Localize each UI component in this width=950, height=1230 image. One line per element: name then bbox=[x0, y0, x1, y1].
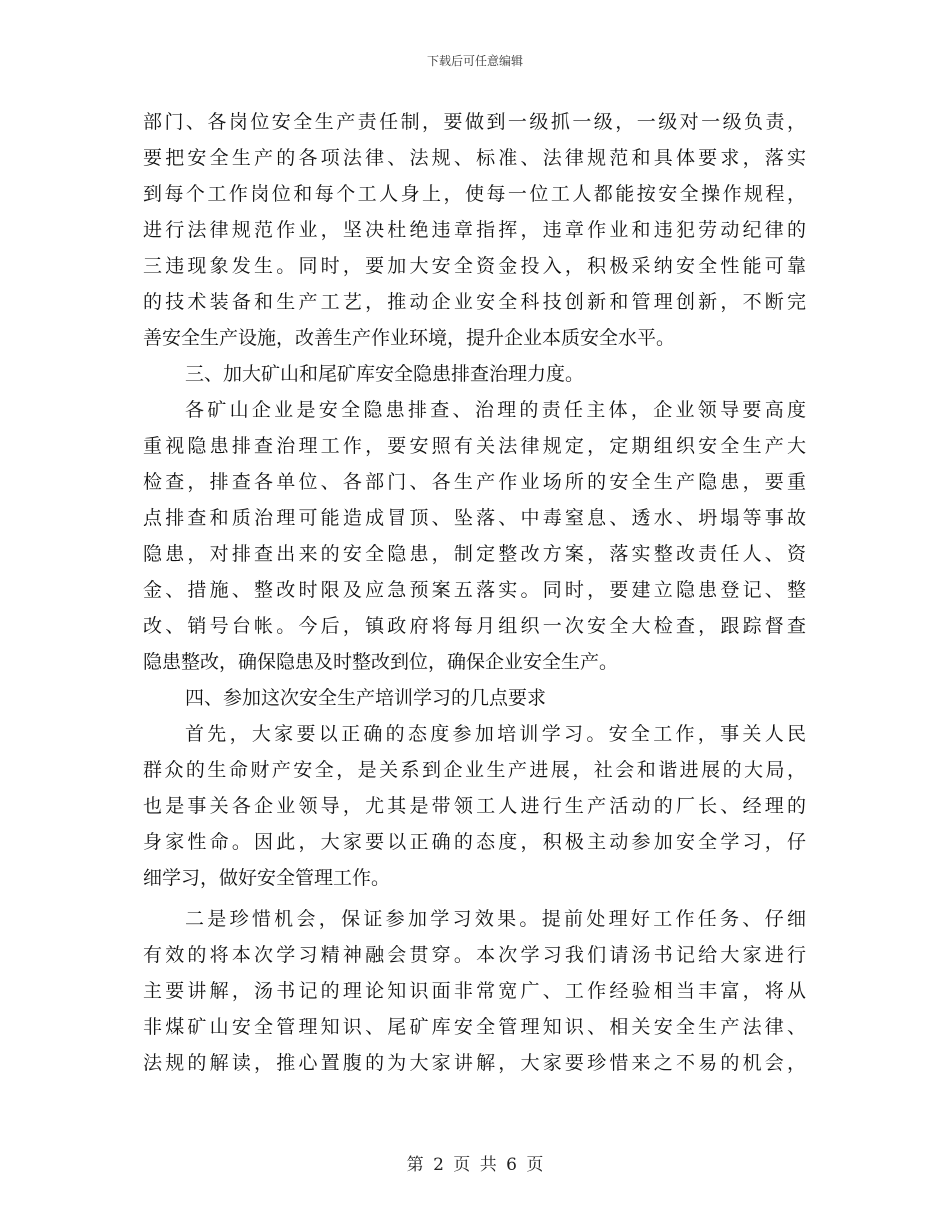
text-line: 主要讲解，汤书记的理论知识面非常宽广、工作经验相当丰富，将从 bbox=[143, 980, 806, 1002]
text-line: 身家性命。因此，大家要以正确的态度，积极主动参加安全学习，仔 bbox=[143, 831, 806, 853]
text-line: 各矿山企业是安全隐患排查、治理的责任主体，企业领导要高度 bbox=[185, 399, 806, 421]
page-header-note: 下载后可任意编辑 bbox=[426, 54, 523, 68]
text-line: 也是事关各企业领导，尤其是带领工人进行生产活动的厂长、经理的 bbox=[143, 795, 806, 817]
page-number: 第 2 页 共 6 页 bbox=[406, 1155, 544, 1175]
text-line: 善安全生产设施，改善生产作业环境，提升企业本质安全水平。 bbox=[143, 327, 676, 349]
section-heading: 三、加大矿山和尾矿库安全隐患排查治理力度。 bbox=[185, 363, 585, 385]
text-line: 群众的生命财产安全，是关系到企业生产进展，社会和谐进展的大局， bbox=[143, 759, 806, 781]
text-line: 二是珍惜机会，保证参加学习效果。提前处理好工作任务、仔细 bbox=[185, 908, 806, 930]
text-line: 法规的解读，推心置腹的为大家讲解，大家要珍惜来之不易的机会， bbox=[143, 1052, 806, 1074]
text-line: 要把安全生产的各项法律、法规、标准、法律规范和具体要求，落实 bbox=[143, 147, 806, 169]
document-body bbox=[143, 104, 806, 1081]
text-line: 的技术装备和生产工艺，推动企业安全科技创新和管理创新，不断完 bbox=[143, 291, 806, 313]
text-line: 有效的将本次学习精神融会贯穿。本次学习我们请汤书记给大家进行 bbox=[143, 944, 806, 966]
text-line: 点排查和质治理可能造成冒顶、坠落、中毒窒息、透水、坍塌等事故 bbox=[143, 507, 806, 529]
text-line: 改、销号台帐。今后，镇政府将每月组织一次安全大检查，跟踪督查 bbox=[143, 615, 806, 637]
text-line: 细学习，做好安全管理工作。 bbox=[143, 867, 391, 889]
text-line: 重视隐患排查治理工作，要安照有关法律规定，定期组织安全生产大 bbox=[143, 435, 806, 457]
text-line: 部门、各岗位安全生产责任制，要做到一级抓一级，一级对一级负责， bbox=[143, 111, 806, 133]
section-heading: 四、参加这次安全生产培训学习的几点要求 bbox=[185, 687, 547, 709]
text-line: 到每个工作岗位和每个工人身上，使每一位工人都能按安全操作规程， bbox=[143, 183, 806, 205]
text-line: 隐患整改，确保隐患及时整改到位，确保企业安全生产。 bbox=[143, 651, 619, 673]
text-line: 隐患，对排查出来的安全隐患，制定整改方案，落实整改责任人、资 bbox=[143, 543, 806, 565]
text-line: 三违现象发生。同时，要加大安全资金投入，积极采纳安全性能可靠 bbox=[143, 255, 806, 277]
text-line: 非煤矿山安全管理知识、尾矿库安全管理知识、相关安全生产法律、 bbox=[143, 1016, 806, 1038]
text-line: 检查，排查各单位、各部门、各生产作业场所的安全生产隐患，要重 bbox=[143, 471, 806, 493]
text-line: 进行法律规范作业，坚决杜绝违章指挥，违章作业和违犯劳动纪律的 bbox=[143, 219, 806, 241]
text-line: 首先，大家要以正确的态度参加培训学习。安全工作，事关人民 bbox=[185, 723, 806, 745]
text-line: 金、措施、整改时限及应急预案五落实。同时，要建立隐患登记、整 bbox=[143, 579, 806, 601]
